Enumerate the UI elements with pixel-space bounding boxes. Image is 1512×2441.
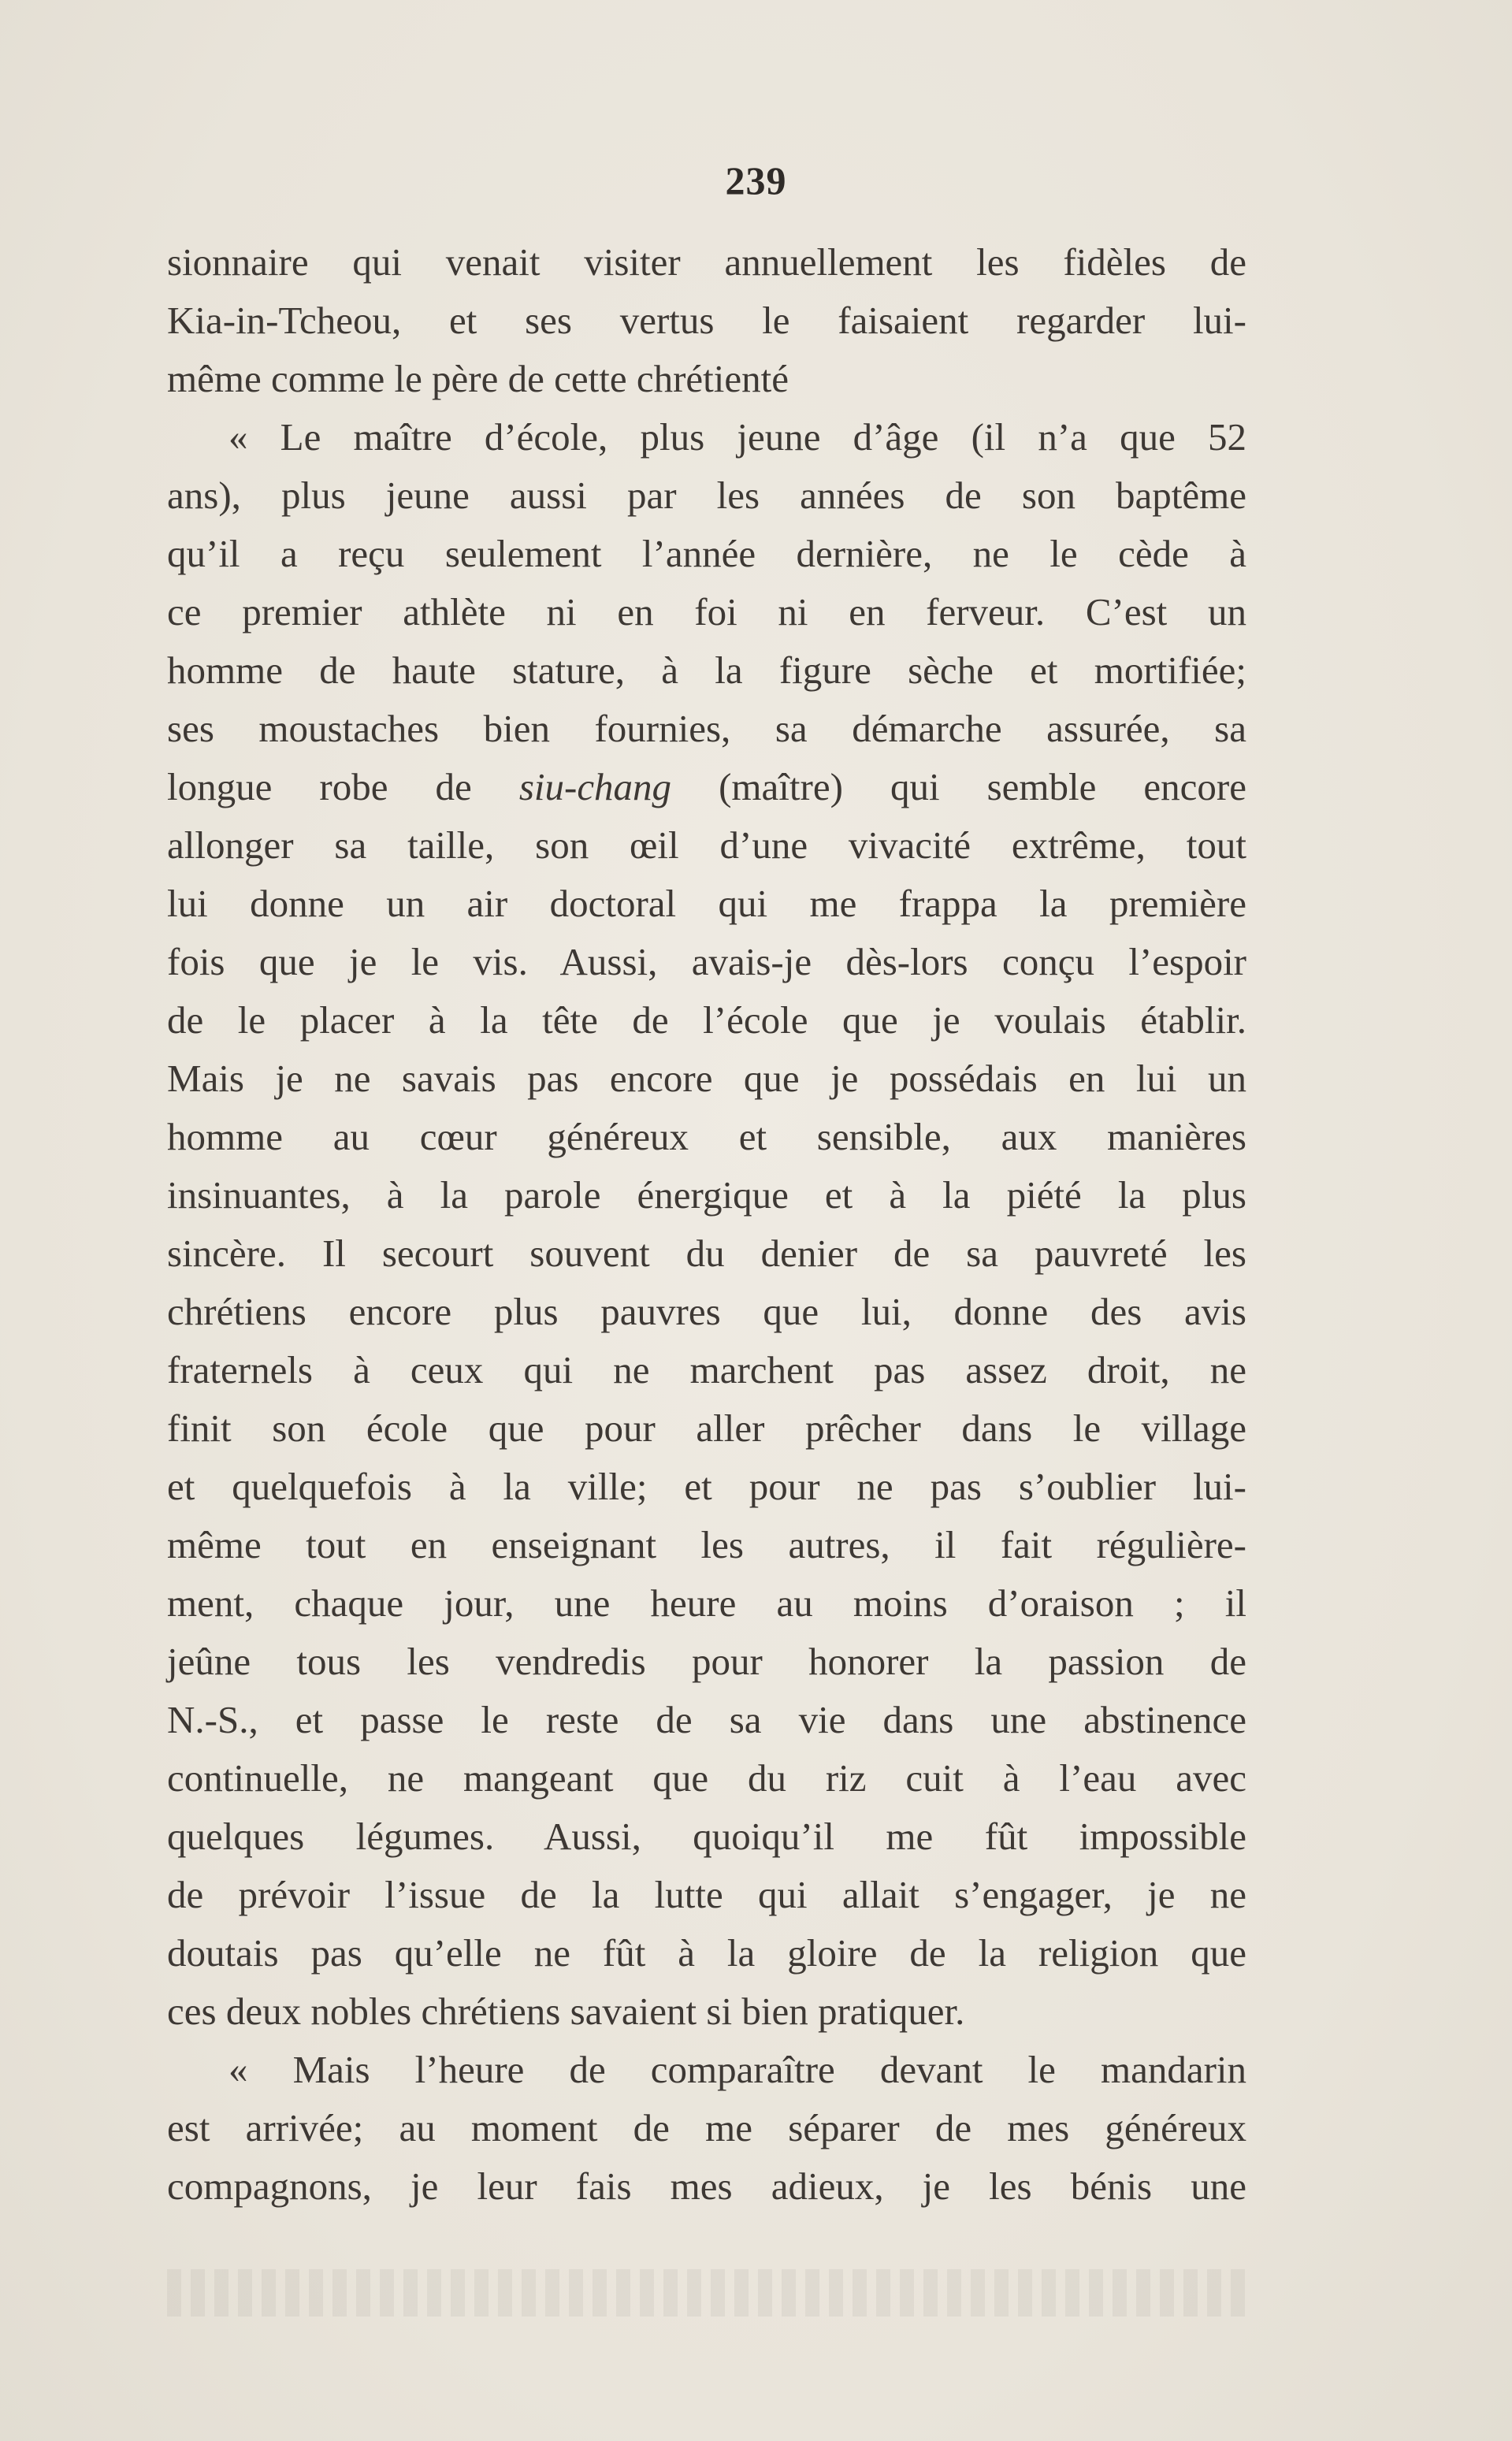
page-number: 239	[725, 158, 787, 202]
text-line: jeûne tous les vendredis pour honorer la passion de	[167, 1640, 1246, 1683]
bleed-through-text	[167, 2269, 1246, 2317]
text-line: homme de haute stature, à la figure sèche et mortifiée;	[167, 648, 1246, 692]
text-line: fraternels à ceux qui ne marchent pas assez droit, ne	[167, 1348, 1246, 1391]
text-line: ce premier athlète ni en foi ni en ferveur. C’est un	[167, 590, 1246, 633]
text-line: qu’il a reçu seulement l’année dernière, ne le cède à	[167, 532, 1246, 575]
body-text	[167, 233, 1246, 2216]
text-line: ment, chaque jour, une heure au moins d’oraison ; il	[167, 1581, 1246, 1625]
text-line: chrétiens encore plus pauvres que lui, donne des avis	[167, 1290, 1246, 1333]
text-line: ses moustaches bien fournies, sa démarche assurée, sa	[167, 707, 1246, 750]
text-line: finit son école que pour aller prêcher dans le village	[167, 1406, 1246, 1450]
text-line: même comme le père de cette chrétienté	[167, 357, 789, 400]
text-line: sincère. Il secourt souvent du denier de sa pauvreté les	[167, 1232, 1246, 1275]
text-line: continuelle, ne mangeant que du riz cuit à l’eau avec	[167, 1756, 1246, 1800]
text-line: ces deux nobles chrétiens savaient si bien pratiquer.	[167, 1990, 965, 2033]
text-line: Kia-in-Tcheou, et ses vertus le faisaient regarder lui-	[167, 299, 1246, 342]
text-line: insinuantes, à la parole énergique et à la piété la plus	[167, 1173, 1246, 1217]
text-line	[167, 758, 1246, 816]
text-line: allonger sa taille, son œil d’une vivacité extrême, tout	[167, 823, 1246, 867]
text-line: quelques légumes. Aussi, quoiqu’il me fût impossible	[167, 1815, 1246, 1858]
text-line: de prévoir l’issue de la lutte qui allait s’engager, je ne	[167, 1873, 1246, 1916]
text-line: lui donne un air doctoral qui me frappa la première	[167, 882, 1246, 925]
text-line: compagnons, je leur fais mes adieux, je les bénis une	[167, 2164, 1246, 2208]
text-line: Mais je ne savais pas encore que je possédais en lui un	[167, 1057, 1246, 1100]
text-line: et quelquefois à la ville; et pour ne pas s’oublier lui-	[167, 1465, 1246, 1508]
text-line: sionnaire qui venait visiter annuellement les fidèles de	[167, 240, 1246, 284]
text-line: « Mais l’heure de comparaître devant le mandarin	[228, 2048, 1246, 2091]
text-line: doutais pas qu’elle ne fût à la gloire de la religion que	[167, 1931, 1246, 1975]
text-line: fois que je le vis. Aussi, avais-je dès-lors conçu l’espoir	[167, 940, 1246, 983]
text-line: N.-S., et passe le reste de sa vie dans une abstinence	[167, 1698, 1246, 1741]
text-line: ans), plus jeune aussi par les années de son baptême	[167, 474, 1246, 517]
text-segment: longue robe de	[167, 765, 519, 808]
text-line: de le placer à la tête de l’école que je voulais établir.	[167, 998, 1246, 1042]
text-segment: (maître) qui semble encore	[671, 765, 1246, 808]
text-line: homme au cœur généreux et sensible, aux manières	[167, 1115, 1246, 1158]
text-line: « Le maître d’école, plus jeune d’âge (il n’a que 52	[228, 415, 1246, 459]
italic-term: siu-chang	[518, 765, 672, 808]
text-line: est arrivée; au moment de me séparer de mes généreux	[167, 2106, 1246, 2149]
text-line: même tout en enseignant les autres, il fait régulière-	[167, 1523, 1246, 1566]
